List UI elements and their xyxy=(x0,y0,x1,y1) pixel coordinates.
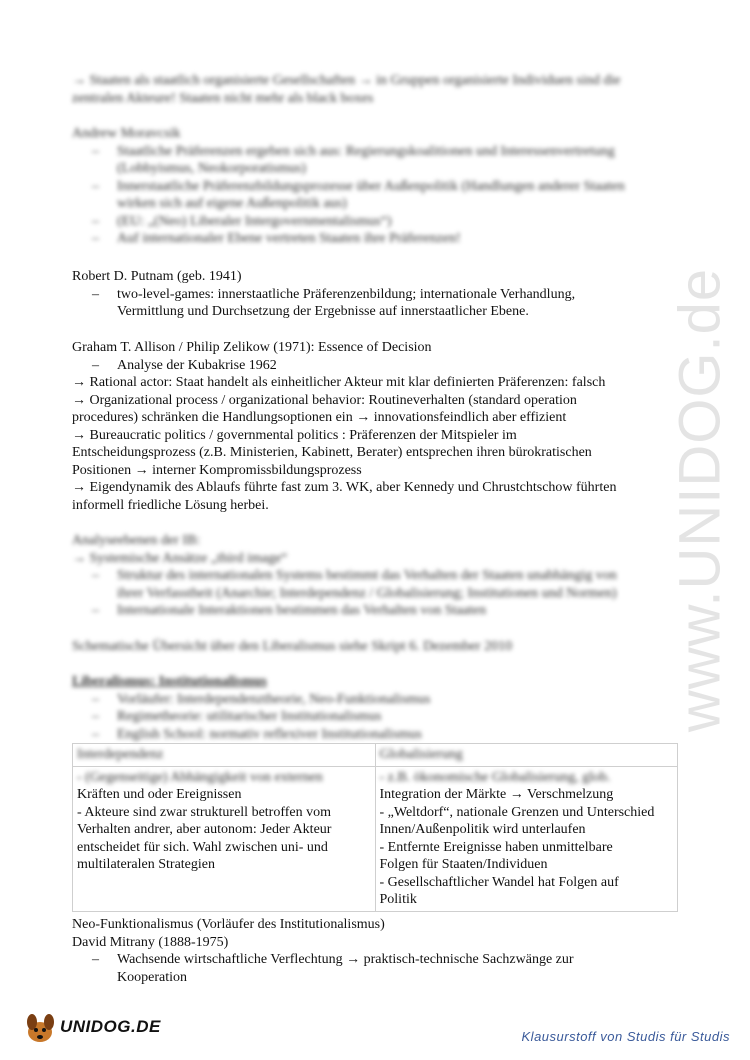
allison-section xyxy=(72,339,672,514)
text-line: → Rational actor: Staat handelt als einheitlicher Akteur mit klar definierten Präferenzen: falsch xyxy=(72,375,606,390)
text-line: informell friedliche Lösung herbei. xyxy=(72,497,269,513)
text-line: → Bureaucratic politics / governmental politics : Präferenzen der Mitspieler im xyxy=(72,427,517,443)
text-line: → Eigendynamik des Ablaufs führte fast zum 3. WK, aber Kennedy und Chrustchtschow führten xyxy=(72,480,617,495)
text-line: procedures) schränken die Handlungsoptionen ein → innovationsfeindlich aber effizient xyxy=(72,410,567,425)
text-line: Positionen → interner Kompromissbildungsprozess xyxy=(72,462,362,478)
footer-slogan: Klausurstoff von Studis für Studis xyxy=(521,1029,730,1044)
text-line: → Systemische Ansätze „third image“ xyxy=(72,550,288,566)
unidog-logo: UNIDOG.DE xyxy=(22,1010,162,1046)
bullet-item: – Analyse der Kubakrise 1962 xyxy=(92,357,277,373)
bullet-item: – Auf internationaler Ebene vertreten Staaten ihre Präferenzen! xyxy=(92,231,461,246)
table-cell-interdependenz: - (Gegenseitige) Abhängigkeit von externen Kräften und oder Ereignissen - Akteure sind zwar strukturell betroffen vom Verhalten andrer, aber autonom: Jeder Akteur entscheidet für sich. Wahl zwischen uni- und multilateralen Strategien xyxy=(73,766,376,911)
bullet-item: – Vorläufer: Interdependenztheorie, Neo-Funktionalismus xyxy=(92,691,431,707)
bullet-item: – English School: normativ reflexiver Institutionalismus xyxy=(92,726,422,742)
section-heading: Graham T. Allison / Philip Zelikow (1971): Essence of Decision xyxy=(72,340,432,355)
bullet-item: – (EU: „(Neo) Liberaler Intergovernmentalismus“) xyxy=(92,213,392,229)
text-line: David Mitrany (1888-1975) xyxy=(72,934,229,950)
text-line: Schematische Übersicht über den Liberalismus siehe Skript 6. Dezember 2010 xyxy=(72,638,513,654)
bullet-item: – two-level-games: innerstaatliche Präferenzenbildung; internationale Verhandlung, Vermittlung und Durchsetzung der Ergebnisse auf innerstaatlicher Ebene. xyxy=(92,286,576,319)
section-heading: Andrew Moravcsik xyxy=(72,126,181,141)
text-line: → Organizational process / organizational behavior: Routineverhalten (standard operation xyxy=(72,392,577,408)
bullet-item: – Innerstaatliche Präferenzbildungsprozesse über Außenpolitik (Handlungen anderer Staaten wirken sich auf eigene Außenpolitik aus) xyxy=(92,178,625,211)
bullet-item: – Struktur des internationalen Systems bestimmt das Verhalten der Staaten unabhängig von ihrer Verfasstheit (Anarchie; Interdependenz / Globalisierung; Institutionen und Normen) xyxy=(92,568,617,601)
bullet-item: – Regimetheorie: utilitarischer Institutionalismus xyxy=(92,709,382,724)
text-line: → Staaten als staatlich organisierte Gesellschaften → in Gruppen organisierte Individuen sind die xyxy=(72,73,621,88)
bullet-item: – Staatliche Präferenzen ergeben sich aus: Regierungskoalitionen und Interessenvertretung (Lobbyismus, Neokorporatismus) xyxy=(92,143,615,176)
table-header-cell: Interdependenz xyxy=(73,744,376,767)
blurred-section-top xyxy=(72,72,672,248)
blurred-section-middle xyxy=(72,532,672,743)
table-header-row xyxy=(73,744,678,767)
table-header-cell: Globalisierung xyxy=(375,744,678,767)
section-heading: Robert D. Putnam (geb. 1941) xyxy=(72,269,242,284)
text-line: Entscheidungsprozess (z.B. Ministerien, Kabinett, Berater) entsprechen ihren bürokratischen xyxy=(72,445,592,460)
watermark: www.UNIDOG.de xyxy=(667,267,733,733)
section-heading: Analyseebenen der IB: xyxy=(72,533,201,548)
section-heading: Neo-Funktionalismus (Vorläufer des Institutionalismus) xyxy=(72,917,385,932)
bullet-item: – Wachsende wirtschaftliche Verflechtung → praktisch-technische Sachzwänge zur Kooperation xyxy=(92,952,574,985)
dog-icon xyxy=(22,1010,62,1046)
putnam-section xyxy=(72,268,672,321)
table-cell-globalisierung: - z.B. ökonomische Globalisierung, glob. Integration der Märkte → Verschmelzung - „Weltdorf“, nationale Grenzen und Unterschied Innen/Außenpolitik wird unterlaufen - Entfernte Ereignisse haben unmittelbare Folgen für Staaten/Individuen - Gesellschaftlicher Wandel hat Folgen auf Politik xyxy=(375,766,678,911)
table-row xyxy=(73,766,678,911)
text-line: zentralen Akteure! Staaten nicht mehr als black boxes xyxy=(72,90,374,106)
comparison-table xyxy=(72,743,678,912)
bullet-item: – Internationale Interaktionen bestimmen das Verhalten von Staaten xyxy=(92,603,487,618)
section-heading: Liberalismus: Institutionalismus xyxy=(72,674,267,689)
neofunktionalismus-section xyxy=(72,916,672,986)
